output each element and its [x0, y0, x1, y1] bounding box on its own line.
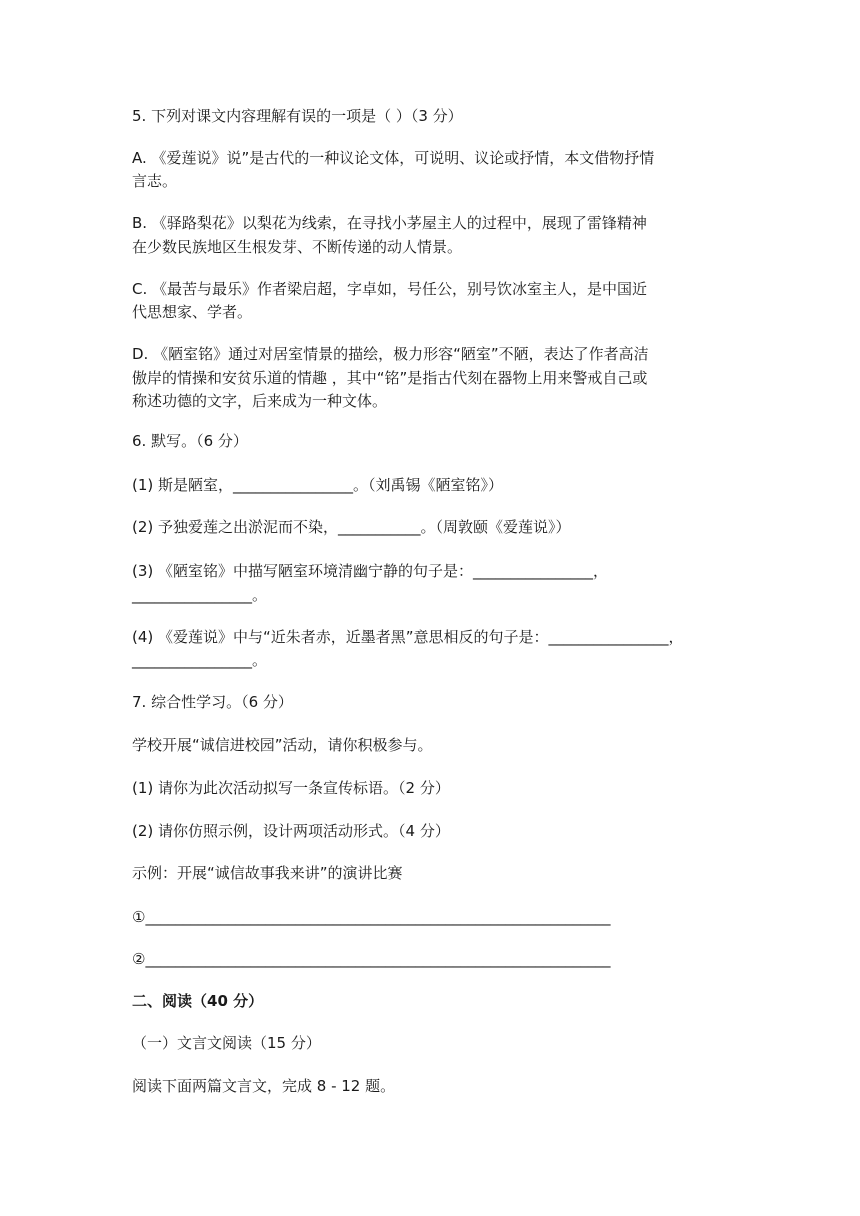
q7-blank-2: ②______________________________________________________________	[132, 950, 611, 968]
q6-item-4-line2: ________________。	[132, 651, 268, 669]
q5-option-a-line1: A. 《爱莲说》说”是古代的一种议论文体，可说明、议论或抒情，本文借物抒情	[132, 149, 655, 167]
q6-stem: 6. 默写。（6 分）	[132, 432, 248, 450]
q7-item-1: (1) 请你为此次活动拟写一条宣传标语。（2 分）	[132, 779, 450, 797]
q7-example: 示例：开展“诚信故事我来讲”的演讲比赛	[132, 864, 403, 882]
q5-option-c-line2: 代思想家、学者。	[132, 303, 253, 321]
q6-item-2: (2) 予独爱莲之出淤泥而不染，___________。（周敦颐《爱莲说》）	[132, 518, 571, 536]
q6-item-4-line1: (4) 《爱莲说》中与“近朱者赤，近墨者黑”意思相反的句子是：________________，	[132, 628, 684, 646]
q5-option-c-line1: C. 《最苦与最乐》作者梁启超，字卓如，号任公，别号饮冰室主人，是中国近	[132, 280, 648, 298]
q7-intro: 学校开展“诚信进校园”活动，请你积极参与。	[132, 736, 433, 754]
q7-blank-1: ①______________________________________________________________	[132, 908, 611, 926]
q6-item-3-line1: (3) 《陋室铭》中描写陋室环境清幽宁静的句子是：________________，	[132, 562, 609, 580]
q5-option-b-line1: B. 《驿路梨花》以梨花为线索，在寻找小茅屋主人的过程中，展现了雷锋精神	[132, 214, 647, 232]
q5-option-a-line2: 言志。	[132, 172, 178, 190]
q6-item-1: (1) 斯是陋室，________________。（刘禹锡《陋室铭》）	[132, 476, 504, 494]
section-2-subtitle: （一）文言文阅读（15 分）	[132, 1034, 321, 1052]
q5-option-d-line1: D. 《陋室铭》通过对居室情景的描绘，极力形容“陋室”不陋，表达了作者高洁	[132, 345, 649, 363]
section-2-title: 二、阅读（40 分）	[132, 992, 264, 1010]
q5-option-b-line2: 在少数民族地区生根发芽、不断传递的动人情景。	[132, 238, 463, 256]
q7-item-2: (2) 请你仿照示例，设计两项活动形式。（4 分）	[132, 822, 450, 840]
q7-stem: 7. 综合性学习。（6 分）	[132, 693, 293, 711]
q5-stem: 5. 下列对课文内容理解有误的一项是（ ）（3 分）	[132, 107, 463, 125]
q6-item-3-line2: ________________。	[132, 586, 268, 604]
q5-option-d-line2: 傲岸的情操和安贫乐道的情趣 ，其中“铭”是指古代刻在器物上用来警戒自己或	[132, 369, 648, 387]
section-2-instruction: 阅读下面两篇文言文，完成 8 - 12 题。	[132, 1077, 396, 1095]
q5-option-d-line3: 称述功德的文字，后来成为一种文体。	[132, 392, 388, 410]
